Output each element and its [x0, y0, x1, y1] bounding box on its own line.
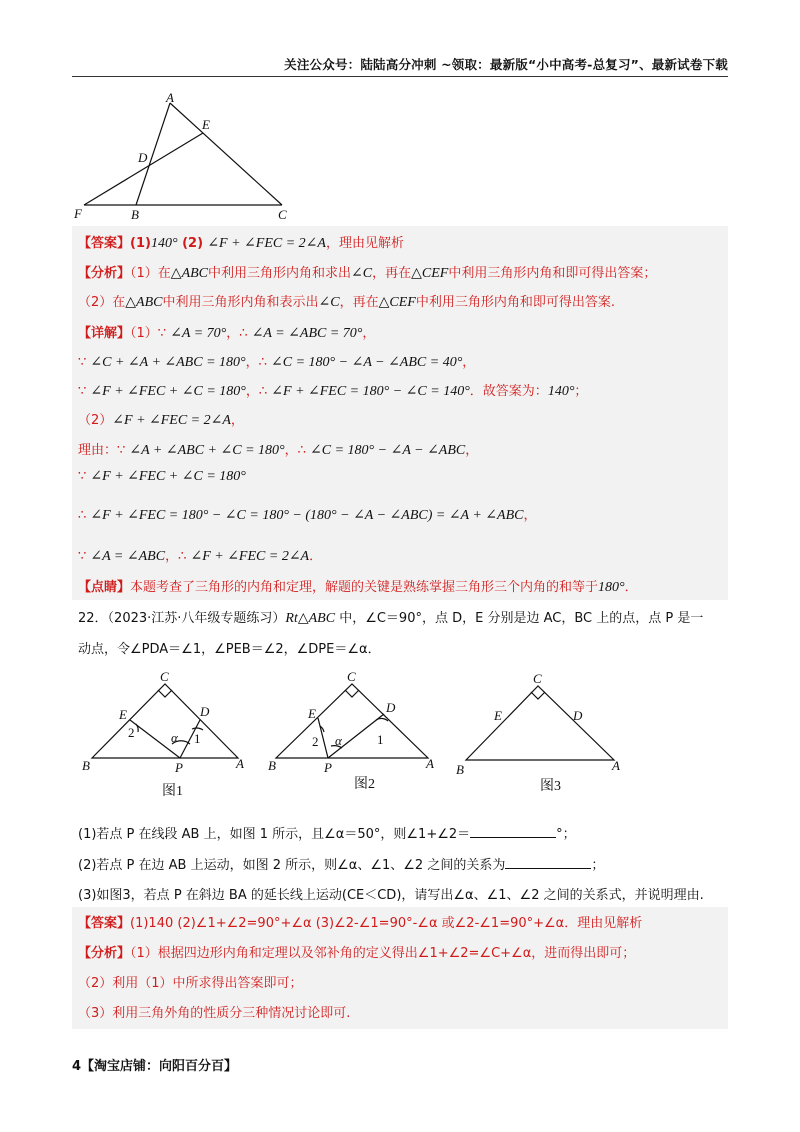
q21-detail-line5: 理由：∵ ∠A + ∠ABC + ∠C = 180°，∴ ∠C = 180° − ∠A − ∠ABC，: [78, 443, 479, 458]
q21-detail-line2: ∵ ∠C + ∠A + ∠ABC = 180°，∴ ∠C = 180° − ∠A − ∠ABC = 40°，: [78, 355, 476, 370]
figure-q22-fig1: [80, 668, 260, 808]
q22-answer-line: 【答案】(1)140 (2)∠1+∠2=90°+∠α (3)∠2-∠1=90°-∠α 或∠2-∠1=90°+∠α．理由见解析: [78, 916, 643, 931]
fig2-label-2: 2: [312, 734, 319, 749]
q22-sub2: (2)若点 P 在边 AB 上运动，如图 2 所示，则∠α、∠1、∠2 之间的关系为 ；: [78, 858, 605, 873]
fig3-caption: 图3: [540, 779, 561, 794]
header-text: 关注公众号：陆陆高分冲刺 ~领取：最新版“小中高考-总复习”、最新试卷下载: [284, 57, 728, 72]
footer-text: 4【淘宝店铺：向阳百分百】: [72, 1059, 238, 1074]
fig1-caption: 图1: [162, 784, 183, 799]
fig1-label-p: P: [175, 760, 183, 775]
q22-sub3: (3)如图3，若点 P 在斜边 BA 的延长线上运动(CE＜CD)，请写出∠α、∠1、∠2 之间的关系式，并说明理由.: [78, 888, 704, 903]
page-footer: [72, 1055, 237, 1074]
q21-detail-line3: ∵ ∠F + ∠FEC + ∠C = 180°，∴ ∠F + ∠FEC = 180° − ∠C = 140°．故答案为：140°；: [78, 384, 588, 399]
fig2-label-1: 1: [377, 732, 384, 747]
fig2-label-c: C: [347, 669, 356, 684]
fig3-label-a: A: [612, 758, 620, 773]
fig1-label-alpha: α: [171, 730, 178, 745]
label-b: B: [131, 207, 139, 222]
q21-analysis-line2: （2）在△ABC中利用三角形内角和表示出∠C，再在△CEF中利用三角形内角和即可得出答案.: [78, 295, 615, 310]
q21-comment-line: 【点睛】本题考查了三角形的内角和定理，解题的关键是熟练掌握三角形三个内角的和等于180°．: [78, 580, 638, 595]
q21-detail-line8: ∵ ∠A = ∠ABC，∴ ∠F + ∠FEC = 2∠A．: [78, 549, 323, 564]
q21-detail-line6: ∵ ∠F + ∠FEC + ∠C = 180°: [78, 469, 246, 484]
figure-q22-fig3: [450, 668, 630, 808]
q21-detail-line1: 【详解】（1）∵ ∠A = 70°，∴ ∠A = ∠ABC = 70°，: [78, 326, 376, 341]
q21-answer-line: 【答案】(1)140° (2) ∠F + ∠FEC = 2∠A，理由见解析: [78, 236, 404, 251]
figure-triangle-abc-fec: [70, 92, 310, 222]
label-f: F: [74, 206, 82, 221]
q22-sub1-blank[interactable]: [470, 825, 556, 838]
q22-sub2-blank[interactable]: [505, 856, 591, 869]
fig1-label-c: C: [160, 669, 169, 684]
fig1-label-2: 2: [128, 725, 135, 740]
fig3-label-d: D: [573, 708, 583, 723]
q22-stem-line1: 22．（2023·江苏·八年级专题练习）Rt△ABC 中，∠C＝90°，点 D，E 分别是边 AC，BC 上的点，点 P 是一: [78, 611, 704, 626]
label-d: D: [138, 150, 148, 165]
fig1-label-b: B: [82, 758, 90, 773]
q22-analysis-line2: （2）利用（1）中所求得出答案即可；: [78, 976, 303, 991]
fig2-label-b: B: [268, 758, 276, 773]
q21-detail-line4: （2）∠F + ∠FEC = 2∠A，: [78, 413, 244, 428]
q22-sub1: (1)若点 P 在线段 AB 上，如图 1 所示，且∠α＝50°，则∠1+∠2＝ °；: [78, 827, 576, 842]
q21-analysis-line1: 【分析】（1）在△ABC中利用三角形内角和求出∠C，再在△CEF中利用三角形内角和即可得出答案；: [78, 266, 657, 281]
q21-detail-line7: ∴ ∠F + ∠FEC = 180° − ∠C = 180° − (180° − ∠A − ∠ABC) = ∠A + ∠ABC，: [78, 508, 537, 523]
fig3-label-b: B: [456, 762, 464, 777]
fig3-label-e: E: [494, 708, 502, 723]
fig1-label-d: D: [200, 704, 210, 719]
label-a: A: [166, 92, 174, 105]
fig2-label-alpha: α: [335, 733, 342, 748]
fig2-label-e: E: [308, 706, 316, 721]
q22-analysis-line1: 【分析】（1）根据四边形内角和定理以及邻补角的定义得出∠1+∠2=∠C+∠α，进而得出即可；: [78, 946, 636, 961]
fig1-label-e: E: [119, 707, 127, 722]
fig2-label-d: D: [386, 700, 396, 715]
fig1-label-a: A: [236, 756, 244, 771]
q22-analysis-line3: （3）利用三角外角的性质分三种情况讨论即可.: [78, 1006, 351, 1021]
figure-q22-fig2: [264, 668, 444, 808]
fig1-label-1: 1: [194, 731, 201, 746]
fig2-label-p: P: [324, 760, 332, 775]
page-header: [72, 54, 728, 77]
q22-stem-line2: 动点，令∠PDA＝∠1，∠PEB＝∠2，∠DPE＝∠α．: [78, 642, 381, 657]
fig3-label-c: C: [533, 671, 542, 686]
fig2-caption: 图2: [354, 777, 375, 792]
label-c: C: [278, 207, 287, 222]
fig2-label-a: A: [426, 756, 434, 771]
label-e: E: [202, 117, 210, 132]
